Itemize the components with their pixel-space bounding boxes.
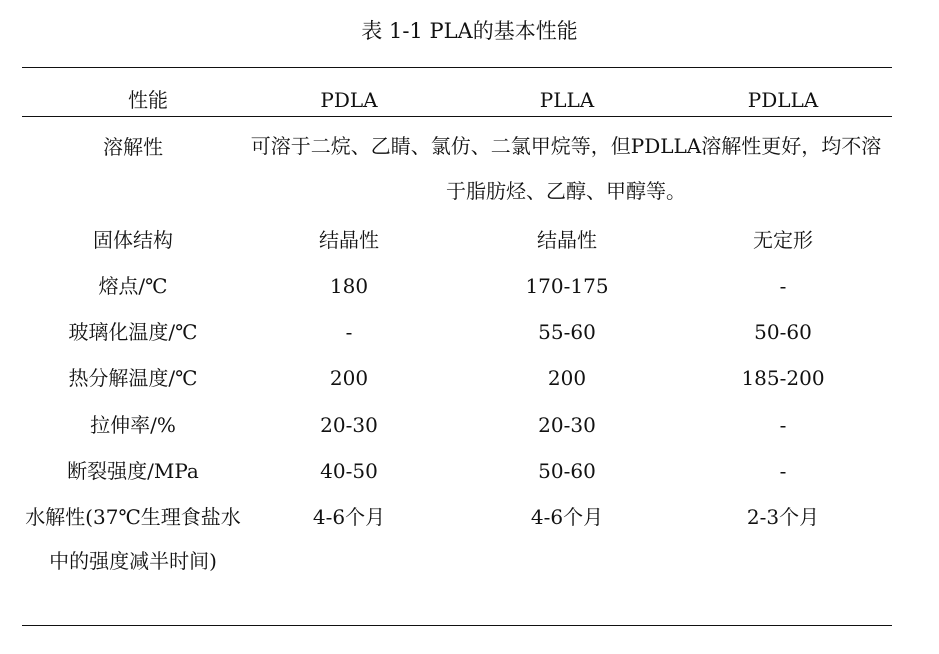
header-pdla: PDLA	[320, 88, 378, 112]
table-cell-pdlla: 50-60	[754, 320, 812, 344]
table-cell-pdla: 20-30	[320, 413, 378, 437]
table-header-rule	[22, 116, 892, 117]
table-caption: 表 1-1 PLA的基本性能	[361, 19, 578, 43]
table-row-label: 断裂强度/MPa	[67, 459, 199, 483]
table-cell-pdlla: -	[779, 413, 787, 437]
table-cell-plla: 20-30	[538, 413, 596, 437]
table-cell-pdla: 结晶性	[319, 228, 379, 252]
table-cell-pdla: 40-50	[320, 459, 378, 483]
table-cell-pdla: 4-6个月	[312, 505, 386, 529]
table-cell-pdla: 180	[329, 274, 369, 298]
table-cell-plla: 4-6个月	[530, 505, 604, 529]
table-cell-pdlla: -	[779, 459, 787, 483]
solubility-label: 溶解性	[103, 135, 163, 159]
table-cell-pdlla: 无定形	[753, 228, 813, 252]
table-cell-plla: 50-60	[538, 459, 596, 483]
table-cell-plla: 170-175	[525, 274, 609, 298]
table-cell-pdla: 200	[329, 366, 369, 390]
table-row-label: 固体结构	[93, 228, 173, 252]
table-top-rule	[22, 67, 892, 68]
table-cell-pdlla: -	[779, 274, 787, 298]
table-row-label: 热分解温度/℃	[68, 366, 198, 390]
table-cell-plla: 200	[547, 366, 587, 390]
header-plla: PLLA	[539, 88, 595, 112]
table-cell-pdlla: 2-3个月	[746, 505, 820, 529]
table-cell-pdlla: 185-200	[741, 366, 825, 390]
header-property: 性能	[128, 88, 168, 112]
table-cell-plla: 55-60	[538, 320, 596, 344]
solubility-text: 可溶于二烷、乙睛、氯仿、二氯甲烷等，但PDLLA溶解性更好，均不溶于脂肪烃、乙醇、甲醇等。	[250, 134, 882, 203]
table-cell-plla: 结晶性	[537, 228, 597, 252]
table-cell-pdla: -	[345, 320, 353, 344]
header-pdlla: PDLLA	[747, 88, 819, 112]
table-row-label: 拉伸率/%	[90, 413, 176, 437]
table-row-label: 水解性(37℃生理食盐水中的强度减半时间)	[25, 505, 241, 573]
table-row-label: 玻璃化温度/℃	[68, 320, 198, 344]
table-row-label: 熔点/℃	[98, 274, 168, 298]
table-bottom-rule	[22, 625, 892, 626]
